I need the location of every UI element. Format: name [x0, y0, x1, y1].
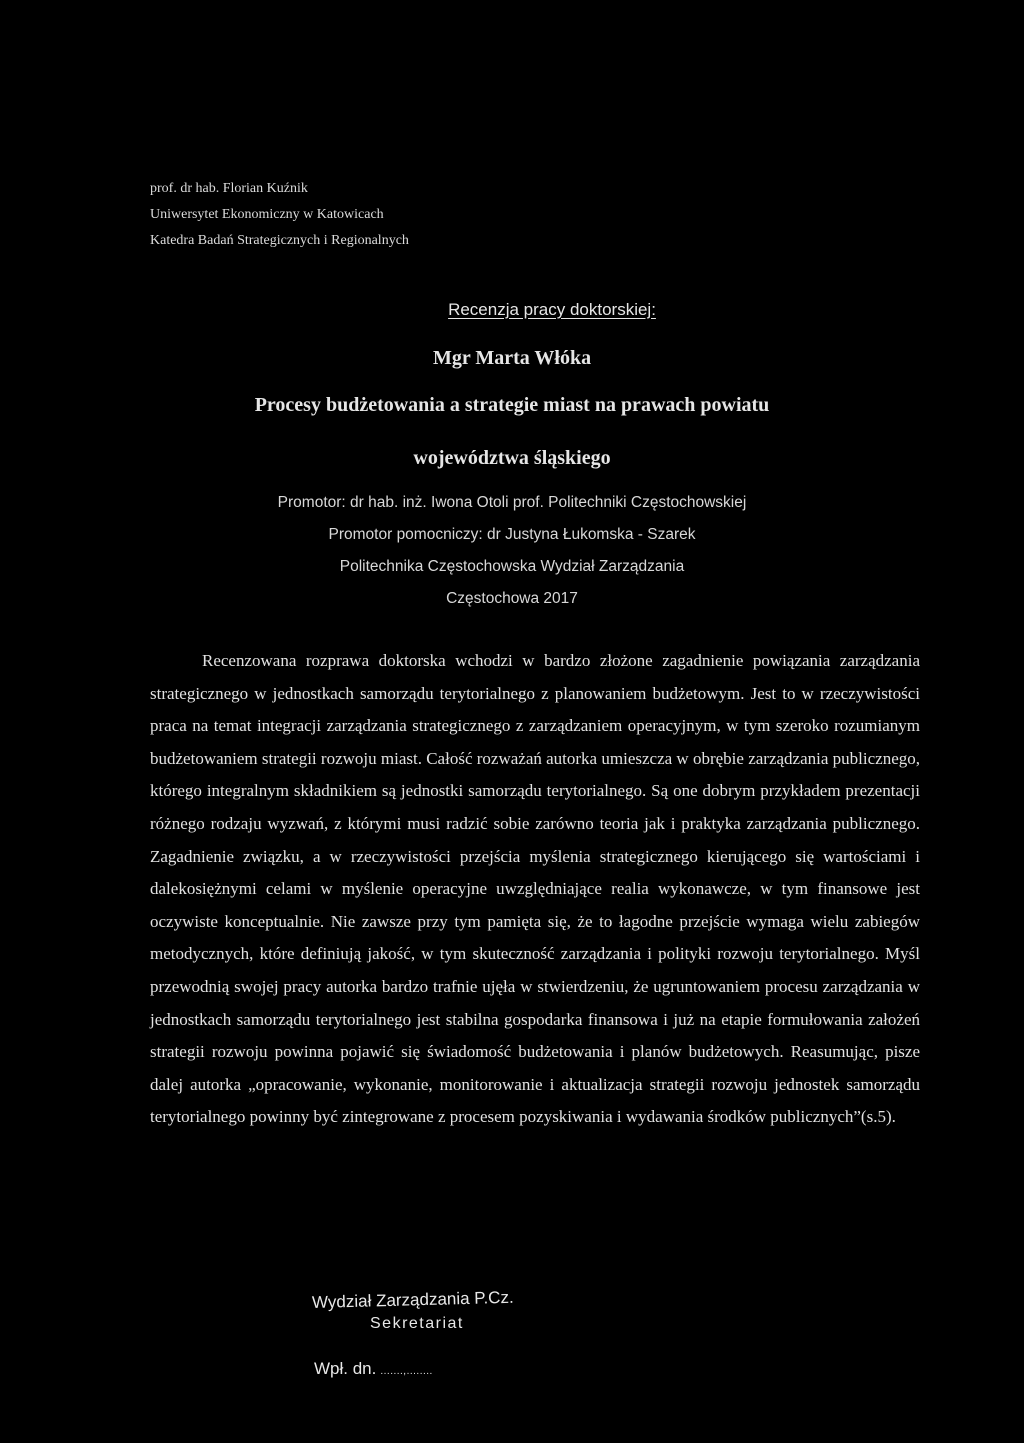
reviewer-university: Uniwersytet Ekonomiczny w Katowicach: [150, 207, 384, 222]
institution: Politechnika Częstochowska Wydział Zarządzania: [339, 558, 685, 575]
thesis-title-line1: Procesy budżetowania a strategie miast na prawach powiatu: [254, 394, 770, 416]
promotor: Promotor: dr hab. inż. Iwona Otoli prof. Politechniki Częstochowskiej: [277, 494, 747, 511]
assistant-promotor: Promotor pomocniczy: dr Justyna Łukomska - Szarek: [328, 526, 696, 543]
stamp-date-label: Wpł. dn.: [314, 1359, 377, 1378]
reviewer-header: [150, 176, 409, 254]
place-year: Częstochowa 2017: [446, 590, 578, 607]
reviewer-department: Katedra Badań Strategicznych i Regionalnych: [150, 233, 409, 248]
thesis-author: Mgr Marta Włóka: [432, 347, 592, 369]
stamp-date-dots: .......,........: [380, 1366, 433, 1377]
thesis-title-line2: województwa śląskiego: [413, 447, 611, 469]
review-label: Recenzja pracy doktorskiej:: [448, 300, 656, 319]
stamp-secretariat: Sekretariat: [370, 1315, 464, 1332]
thesis-metadata: [0, 487, 1024, 615]
reviewer-name: prof. dr hab. Florian Kuźnik: [150, 181, 308, 196]
received-stamp: [311, 1287, 514, 1379]
review-body-paragraph: Recenzowana rozprawa doktorska wchodzi w bardzo złożone zagadnienie powiązania zarządzania strategicznego w jednostkach samorządu terytorialnego z planowaniem budżetowym. Jest to w rzeczywistości praca na temat integracji zarządzania strategicznego z zarządzaniem operacyjnym, w tym szeroko rozumianym budżetowaniem strategii rozwoju miast. Całość rozważań autorka umieszcza w obrębie zarządzania publicznego, którego integralnym składnikiem są jednostki samorządu terytorialnego. Są one dobrym przykładem prezentacji różnego rodzaju wyzwań, z którymi musi radzić sobie zarówno teoria jak i praktyka zarządzania publicznego. Zagadnienie związku, a w rzeczywistości przejścia myślenia strategicznego kierującego się wartościami i dalekosiężnymi celami w myślenie operacyjne uwzględniające realia wykonawcze, w tym finansowe jest oczywiste konceptualnie. Nie zawsze przy tym pamięta się, że to łagodne przejście wymaga wielu zabiegów metodycznych, które definiują jakość, w tym skuteczność zarządzania i polityki rozwoju terytorialnego. Myśl przewodnią swojej pracy autorka bardzo trafnie ujęła w stwierdzeniu, że ugruntowaniem procesu zarządzania w jednostkach samorządu terytorialnego jest stabilna gospodarka finansowa i już na etapie formułowania założeń strategii rozwoju powinna pojawić się świadomość budżetowania i planów budżetowych. Reasumując, pisze dalej autorka „opracowanie, wykonanie, monitorowanie i aktualizacja strategii rozwoju jednostek samorządu terytorialnego powinny być zintegrowane z procesem pozyskiwania i wydawania środków publicznych”(s.5).: [150, 651, 920, 1127]
stamp-received-date: [314, 1359, 514, 1379]
stamp-faculty: Wydział Zarządzania P.Cz.: [311, 1287, 514, 1312]
